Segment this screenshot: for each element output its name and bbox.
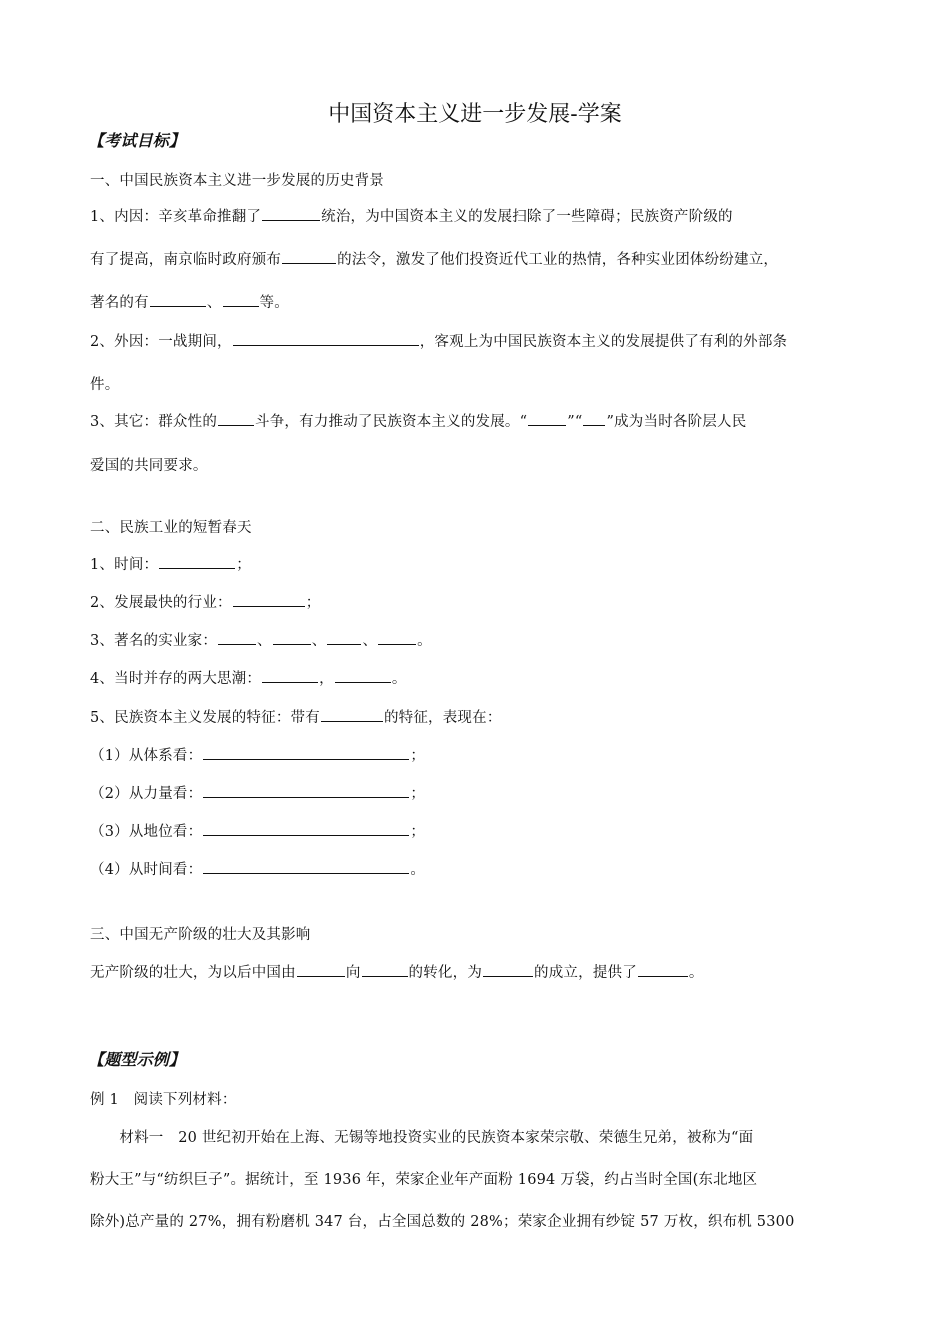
- blank: [362, 963, 408, 977]
- blank: [203, 784, 409, 798]
- example1-material-line3: 除外)总产量的 27%，拥有粉磨机 347 台，占全国总数的 28%；荣家企业拥有纱锭 57 万枚，织布机 5300: [90, 1214, 795, 1230]
- blank: [335, 669, 391, 683]
- blank: [327, 631, 361, 645]
- section1-line4: 2、外因：一战期间， ，客观上为中国民族资本主义的发展提供了有利的外部条: [90, 334, 788, 350]
- example1-material-line2: 粉大王”与“纺织巨子”。据统计，至 1936 年，荣家企业年产面粉 1694 万袋，约占当时全国(东北地区: [90, 1172, 758, 1188]
- section2-sub2: （2）从力量看： ；: [90, 786, 426, 802]
- section2-industry: 2、发展最快的行业： ；: [90, 595, 321, 611]
- blank: [528, 412, 566, 426]
- blank: [262, 669, 318, 683]
- blank: [273, 631, 311, 645]
- blank: [150, 293, 206, 307]
- section2-sub3: （3）从地位看： ；: [90, 824, 426, 840]
- blank: [159, 555, 235, 569]
- blank: [203, 860, 409, 874]
- blank: [638, 963, 688, 977]
- section2-feature: 5、民族资本主义发展的特征：带有 的特征，表现在：: [90, 710, 502, 726]
- section1-line2: 有了提高，南京临时政府颁布 的法令，激发了他们投资近代工业的热情，各种实业团体纷纷建立，: [90, 252, 779, 268]
- page-title: 中国资本主义进一步发展-学案: [328, 102, 622, 127]
- examples-header: 【题型示例】: [88, 1050, 186, 1069]
- example1-material-line1: 材料一 20 世纪初开始在上海、无锡等地投资实业的民族资本家荣宗敬、荣德生兄弟，被称为“面: [90, 1130, 754, 1146]
- section1-line1: 1、内因：辛亥革命推翻了 统治，为中国资本主义的发展扫除了一些障碍；民族资产阶级的: [90, 209, 733, 225]
- exam-goal-header: 【考试目标】: [88, 131, 186, 150]
- section3-body: 无产阶级的壮大，为以后中国由 向 的转化，为 的成立，提供了 。: [90, 965, 704, 981]
- section2-time: 1、时间： ；: [90, 557, 251, 573]
- example1-label: 例 1 阅读下列材料：: [90, 1092, 237, 1108]
- section1-line6: 3、其它：群众性的 斗争，有力推动了民族资本主义的发展。“ ”“ ”成为当时各阶层人民: [90, 414, 747, 430]
- blank: [262, 207, 320, 221]
- section2-entrepreneurs: 3、著名的实业家： 、 、 、 。: [90, 633, 432, 649]
- blank: [218, 412, 254, 426]
- section2-sub4: （4）从时间看： 。: [90, 862, 426, 878]
- section1-line5: 件。: [90, 377, 120, 393]
- section2-sub1: （1）从体系看： ；: [90, 748, 426, 764]
- section2-trends: 4、当时并存的两大思潮： ， 。: [90, 671, 407, 687]
- blank: [203, 746, 409, 760]
- blank: [282, 250, 336, 264]
- section1-line3: 著名的有 、 等。: [90, 295, 289, 311]
- blank: [378, 631, 416, 645]
- section1-line7: 爱国的共同要求。: [90, 458, 208, 474]
- section3-heading: 三、中国无产阶级的壮大及其影响: [90, 927, 311, 943]
- blank: [583, 412, 605, 426]
- blank: [218, 631, 256, 645]
- blank: [223, 293, 259, 307]
- section1-heading: 一、中国民族资本主义进一步发展的历史背景: [90, 173, 384, 189]
- blank: [483, 963, 533, 977]
- blank: [233, 593, 305, 607]
- section2-heading: 二、民族工业的短暂春天: [90, 520, 252, 536]
- blank: [321, 708, 383, 722]
- blank: [297, 963, 345, 977]
- blank: [233, 332, 419, 346]
- blank: [203, 822, 409, 836]
